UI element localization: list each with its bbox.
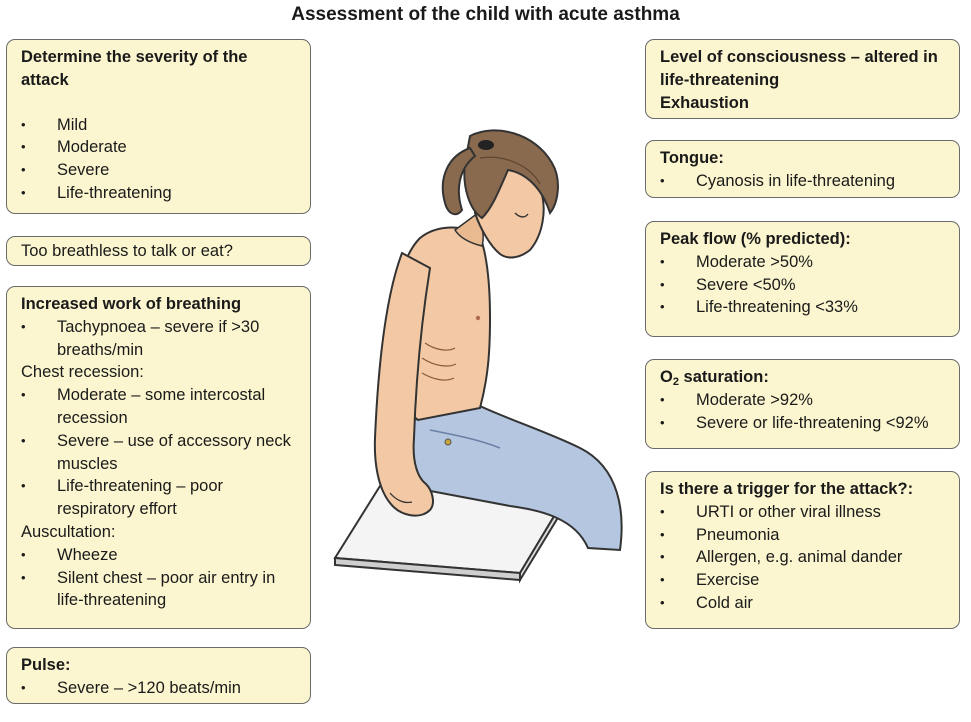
trigger-list	[660, 501, 947, 615]
list-item: • Severe – use of accessory neck muscles	[21, 430, 298, 476]
list-item: • Life-threatening	[21, 182, 298, 205]
work-heading: Increased work of breathing	[21, 295, 242, 313]
list-item: • Silent chest – poor air entry in life-threatening	[21, 567, 298, 613]
o2-suffix: saturation:	[678, 368, 769, 386]
list-item: • Tachypnoea – severe if >30 breaths/min	[21, 316, 298, 362]
list-item: • Severe	[21, 159, 298, 182]
child-illustration	[330, 118, 630, 588]
auscultation-list	[21, 544, 298, 612]
consciousness-text: Level of consciousness – altered in life-threatening	[660, 48, 938, 89]
list-item: • Pneumonia	[660, 524, 947, 547]
severity-heading: Determine the severity of the attack	[21, 48, 248, 89]
list-item: • Severe or life-threatening <92%	[660, 412, 947, 435]
list-item: • Allergen, e.g. animal dander	[660, 546, 947, 569]
list-item: • Life-threatening <33%	[660, 296, 947, 319]
list-item: • Moderate – some intercostal recession	[21, 384, 298, 430]
list-item: • Life-threatening – poor respiratory effort	[21, 475, 298, 521]
consciousness-line1	[660, 46, 947, 92]
diagram-title: Assessment of the child with acute asthma	[291, 4, 680, 25]
tongue-box	[645, 140, 960, 198]
o2-saturation-box	[645, 359, 960, 449]
list-item: • Mild	[21, 114, 298, 137]
trigger-heading: Is there a trigger for the attack?:	[660, 480, 914, 498]
pulse-box	[6, 647, 311, 704]
recession-label: Chest recession:	[21, 363, 144, 382]
list-item: • Cyanosis in life-threatening	[660, 170, 947, 193]
consciousness-box	[645, 39, 960, 119]
list-item: • Exercise	[660, 569, 947, 592]
recession-list	[21, 384, 298, 521]
list-item: • Wheeze	[21, 544, 298, 567]
o2-subscript: 2	[672, 376, 679, 388]
o2-heading	[660, 366, 947, 389]
peak-flow-title: Peak flow	[660, 230, 737, 248]
exhaustion-label: Exhaustion	[660, 93, 749, 112]
peak-flow-box	[645, 221, 960, 337]
list-item: • URTI or other viral illness	[660, 501, 947, 524]
breathless-box	[6, 236, 311, 266]
tongue-heading: Tongue:	[660, 149, 724, 167]
severity-list	[21, 114, 298, 205]
work-of-breathing-box	[6, 286, 311, 629]
pulse-list	[21, 677, 298, 700]
peak-flow-heading	[660, 228, 947, 251]
o2-list	[660, 389, 947, 435]
breathless-text: Too breathless to talk or eat?	[21, 242, 233, 260]
o2-prefix: O	[660, 368, 673, 386]
list-item: • Severe <50%	[660, 274, 947, 297]
peak-flow-suffix: (% predicted):	[736, 230, 851, 248]
tachypnoea-list	[21, 316, 298, 362]
trigger-box	[645, 471, 960, 629]
tongue-list	[660, 170, 947, 193]
auscultation-label: Auscultation:	[21, 522, 116, 541]
list-item: • Moderate >50%	[660, 251, 947, 274]
list-item: • Cold air	[660, 592, 947, 615]
severity-box	[6, 39, 311, 214]
list-item: • Severe – >120 beats/min	[21, 677, 298, 700]
list-item: • Moderate >92%	[660, 389, 947, 412]
pulse-heading: Pulse:	[21, 656, 71, 674]
list-item: • Moderate	[21, 136, 298, 159]
peak-flow-list	[660, 251, 947, 319]
